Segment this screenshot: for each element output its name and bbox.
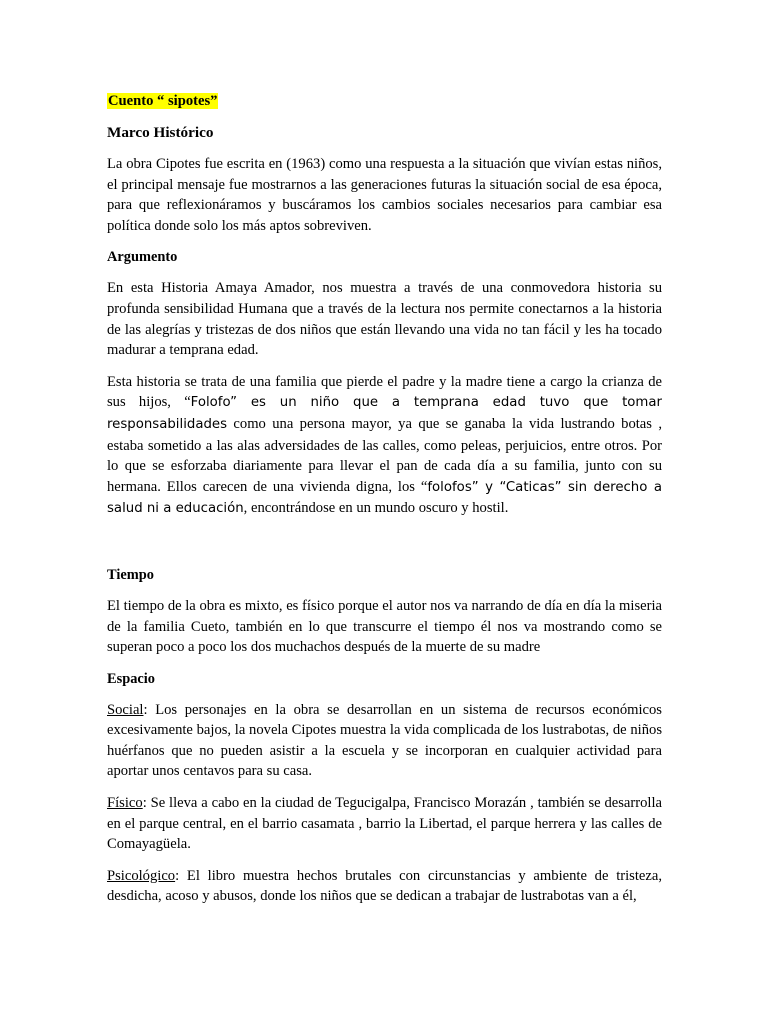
paragraph-argumento-2 <box>107 372 662 520</box>
paragraph-argumento-1: En esta Historia Amaya Amador, nos muestra a través de una conmovedora historia su profunda sensibilidad Humana que a través de la lectura nos permite conectarnos a la historia de las alegrías y tristezas de dos niños que están llevando una vida no tan fácil y les ha tocado madurar a temprana edad. <box>107 280 662 359</box>
heading-marco-historico: Marco Histórico <box>107 124 214 141</box>
paragraph-espacio-psicologico <box>107 866 662 907</box>
heading-argumento: Argumento <box>107 249 178 266</box>
paragraph-espacio-fisico <box>107 793 662 855</box>
heading-tiempo: Tiempo <box>107 566 154 583</box>
document-title <box>107 91 662 111</box>
argumento-2-part-c: como una persona mayor, ya que se ganaba la vida lustrando botas , estaba sometido a las alas adversidades de las calles, como peleas, perjuicios, entre otros. Por lo que se esforzaba diariamente para llevar el pan de cada día a su familia, junto con su hermana. Ellos carecen de una vivienda digna, los “ <box>107 415 662 495</box>
argumento-2-part-e: , encontrándose en un mundo oscuro y hostil. <box>243 500 509 517</box>
text-fisico: : Se lleva a cabo en la ciudad de Tegucigalpa, Francisco Morazán , también se desarrolla en el parque central, en el barrio casamata , barrio la Libertad, el parque herrera y las calles de Comayagüela. <box>107 795 662 853</box>
text-psicologico: : El libro muestra hechos brutales con circunstancias y ambiente de tristeza, desdicha, acoso y abusos, donde los niños que se dedican a trabajar de lustrabotas van a él, <box>107 867 662 905</box>
label-social: Social <box>107 701 144 718</box>
paragraph-marco-historico: La obra Cipotes fue escrita en (1963) como una respuesta a la situación que vivían estas niños, el principal mensaje fue mostrarnos a las generaciones futuras la situación social de esa época, para que reflexionáramos y buscáramos los cambios sociales necesarios para cambiar esa política donde solo los más aptos sobreviven. <box>107 156 662 234</box>
document-page <box>107 91 662 918</box>
paragraph-espacio-social <box>107 700 662 782</box>
highlighted-title: Cuento “ sipotes” <box>108 93 218 109</box>
argumento-2-part-b: Folofo” es un niño que a temprana edad tuvo que tomar responsabilidades <box>107 395 662 432</box>
argumento-2-part-a: Esta historia se trata de una familia que pierde el padre y la madre tiene a cargo la crianza de sus hijos, “ <box>107 373 662 411</box>
paragraph-tiempo: El tiempo de la obra es mixto, es físico porque el autor nos va narrando de día en día la miseria de la familia Cueto, también en lo que transcurre el tiempo él nos va mostrando como se superan poco a poco los dos muchachos después de la muerte de su madre <box>107 597 662 656</box>
label-fisico: Físico <box>107 795 143 812</box>
heading-espacio: Espacio <box>107 670 155 687</box>
text-social: : Los personajes en la obra se desarrollan en un sistema de recursos económicos excesivamente bajos, la novela Cipotes muestra la vida complicada de los lustrabotas, de niños huérfanos que no pueden asistir a la escuela y se incorporan en cualquier actividad para aportar unos centavos para su casa. <box>107 701 662 780</box>
argumento-2-part-d: folofos” y “Caticas” sin derecho a salud ni a educación <box>107 479 663 517</box>
blank-line <box>107 531 662 565</box>
label-psicologico: Psicológico <box>107 867 176 884</box>
